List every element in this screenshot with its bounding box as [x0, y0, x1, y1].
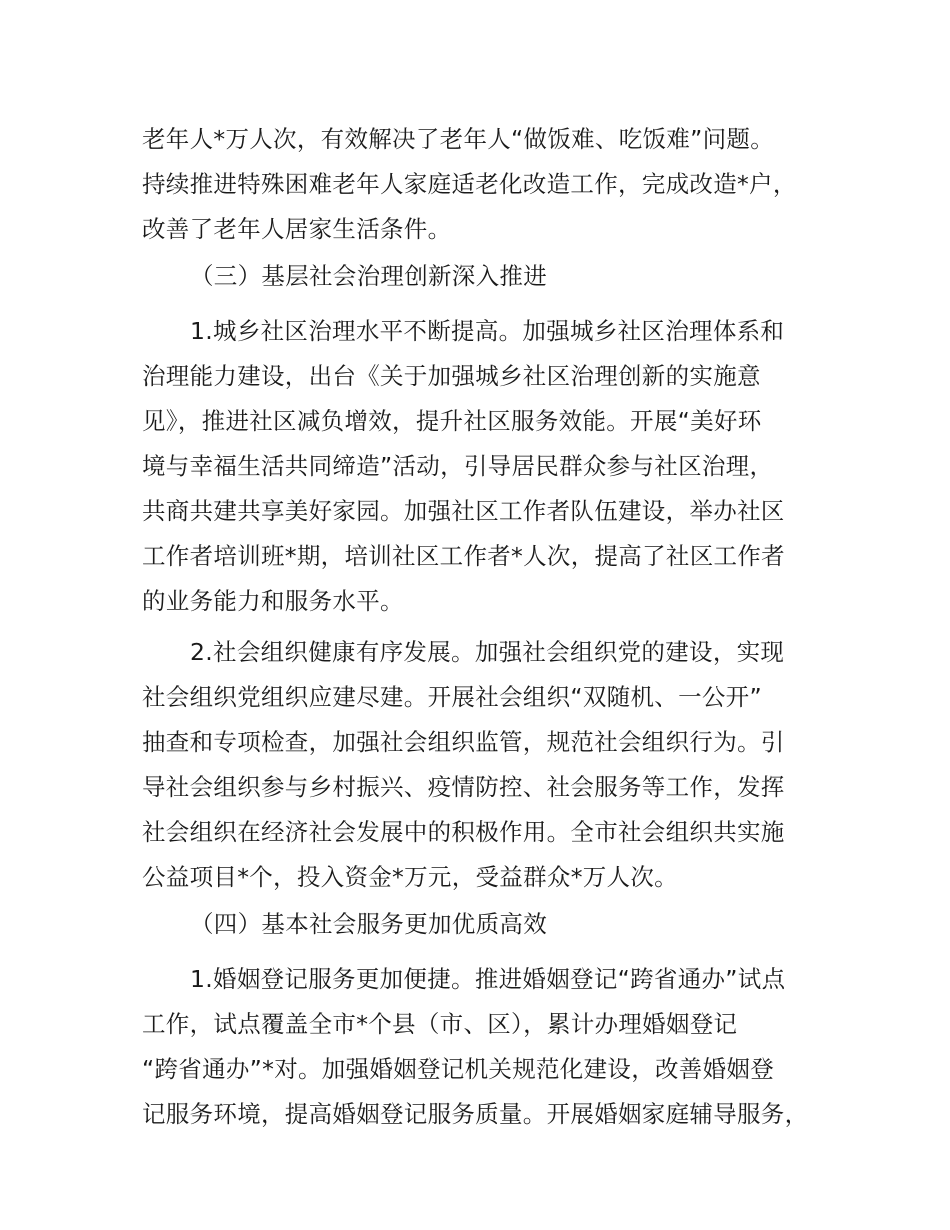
section-heading: （四）基本社会服务更加优质高效 — [190, 910, 547, 938]
text-line: 1.婚姻登记服务更加便捷。推进婚姻登记“跨省通办”试点 — [190, 965, 786, 993]
text-line: 老年人*万人次，有效解决了老年人“做饭难、吃饭难”问题。 — [142, 125, 774, 153]
text-line: 治理能力建设，出台《关于加强城乡社区治理创新的实施意 — [142, 362, 761, 390]
text-line: 社会组织在经济社会发展中的积极作用。全市社会组织共实施 — [142, 818, 785, 846]
text-line: 境与幸福生活共同缔造”活动，引导居民群众参与社区治理， — [142, 452, 774, 480]
section-heading: （三）基层社会治理创新深入推进 — [190, 262, 547, 290]
text-line: 工作，试点覆盖全市*个县（市、区），累计办理婚姻登记 — [142, 1010, 738, 1038]
text-line: 共商共建共享美好家园。加强社区工作者队伍建设，举办社区 — [142, 497, 785, 525]
text-line: 抽查和专项检查，加强社会组织监管，规范社会组织行为。引 — [142, 728, 785, 756]
text-line: 社会组织党组织应建尽建。开展社会组织“双随机、一公开” — [142, 683, 762, 711]
text-line: 1.城乡社区治理水平不断提高。加强城乡社区治理体系和 — [190, 317, 785, 345]
text-line: 公益项目*个，投入资金*万元，受益群众*万人次。 — [142, 863, 678, 891]
text-line: 的业务能力和服务水平。 — [142, 587, 404, 615]
text-line: 工作者培训班*期，培训社区工作者*人次，提高了社区工作者 — [142, 542, 785, 570]
text-line: 导社会组织参与乡村振兴、疫情防控、社会服务等工作，发挥 — [142, 773, 785, 801]
text-line: 改善了老年人居家生活条件。 — [142, 215, 452, 243]
text-line: 持续推进特殊困难老年人家庭适老化改造工作，完成改造*户， — [142, 170, 797, 198]
text-line: 2.社会组织健康有序发展。加强社会组织党的建设，实现 — [190, 638, 785, 666]
text-line: 记服务环境，提高婚姻登记服务质量。开展婚姻家庭辅导服务， — [142, 1100, 809, 1128]
text-line: 见》，推进社区减负增效，提升社区服务效能。开展“美好环 — [142, 407, 762, 435]
text-line: “跨省通办”*对。加强婚姻登记机关规范化建设，改善婚姻登 — [142, 1055, 774, 1083]
